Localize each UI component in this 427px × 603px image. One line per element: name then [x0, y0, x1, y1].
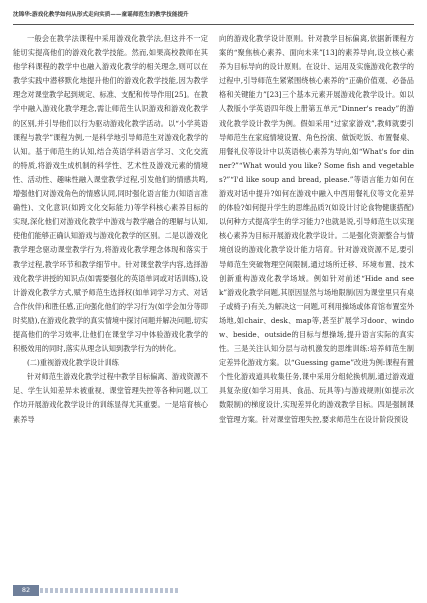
left-column — [13, 32, 208, 427]
right-paragraph-1: 向的游戏化教学设计原则。针对教学目标偏离,依据新课程方案的“聚焦核心素养、面向未来”[13]的素养导向,设立核心素养为目标导向的设计原则。在设计、运用及实施游戏化教学的过程中,引导师范生紧紧围绕核心素养的“正确价值观、必备品格和关键能力”[23]三个基本元素开展游戏化教学设计。如以人教版小学英语四年级上册第五单元“Dinner's ready”的游戏化教学设计教学为例。假如采用“过家家游戏”,教师就要引导师范生在家庭情境设置、角色扮演、做饭吃饭、布置餐桌、用餐礼仪等设计中以英语核心素养为导向,如“What's for dinner?”“What would you like? Some fish and vegetables?”“I'd like soup and bread, please.”等语言能力如何在游戏对话中提升?如何在游戏中融入中西用餐礼仪等文化差异的体验?如何提升学生的思维品质?(如设计讨论食物健康搭配)以何种方式提高学生的学习能力?也就是说,引导师范生以实现核心素养为目标开展游戏化教学设计。二是强化资源整合与情境创设的游戏化教学设计能力培育。针对游戏资源不足,要引导师范生突破物理空间限制,通过场所迁移、环境布置、技术创新重构游戏化教学场域。例如针对前述“Hide and seek”游戏化教学问题,其原因显然与场地限制(因为课堂里只有桌子或椅子)有关,为解决这一问题,可利用操场或体育馆布置室外场地,如chair、desk、map等,甚至扩展学习door、window、beside、outside的目标与想操场,提升语言实际的真实性。三是关注认知分层与动机激发的思维训练:培养师范生制定差异化游戏方案。以“Guessing game”改进为例:课程有置个性化游戏道具收集任务,课中采用分组轮换机制,通过游戏道具复杂度(如学习用具、食品、玩具等)与游戏规则(如提示次数限制)的梯度设计,实现差异化的游戏教学目标。四是强制课堂管理方案。针对课堂管理失控,要求师范生在设计阶段预设 — [219, 34, 414, 424]
footer-decoration — [40, 588, 180, 593]
section-subheading: (二)重视游戏化教学设计训练 — [27, 358, 119, 368]
right-column — [219, 32, 414, 427]
left-paragraph-1: 一般会在教学法课程中采用游戏化教学法,但这并不一定能切实提高他们的游戏化教学技能。然而,如果高校教师在其他学科课程的教学中也融入游戏化教学的相关理念,则可以在教学实践中潜移默化地提升他们的游戏化教学技能,因为教学理念对课堂教学起到规定、标准、支配和传导作用[25]。在教学中融入游戏化教学理念,需让师范生认识游戏和游戏化教学的区别,并引导他们以行为驱动游戏化教学活动。以“小学英语课程与教学”课程为例,一是科学地引导师范生对游戏化教学的认知。基于师范生的认知,结合英语学科语言学习、文化交流的特质,将游戏生成机制的科学性、艺术性及游戏元素的情境性、活动性、趣味性融入课堂教学过程,引发他们的情感共鸣,增强他们对游戏角色的情感认同,同时强化语言能力(知语言准确性)、文化意识(如跨文化交际能力)等学科核心素养目标的实现,深化他们对游戏化教学中游戏与教学融合的理解与认知,使他们能够正确认知游戏与游戏化教学的区别。二是以游戏化教学理念驱动课堂教学行为,将游戏化教学理念体现和落实于教学过程,教学环节和教学细节中。针对课堂教学内容,选择游戏化教学讲授的知识点(如需要强化的英语单词或对话训练),设计游戏化教学方式,赋予师范生选择权(如单词学习方式、对话合作伙伴)和胜任感,正向强化他们的学习行为(如学会加分等即时奖励),在游戏化教学的真实情境中探讨问题并解决问题,切实提高他们的学习效率,让他们在课堂学习中体验游戏化教学的积极效用的同时,落实从理念认知到教学行为的转化。 — [13, 34, 208, 354]
page-number: 82 — [13, 585, 39, 596]
left-paragraph-2: 针对师范生游戏化教学过程中教学目标偏离、游戏资源不足、学生认知差异未被重视、课堂管理失控等各种问题,以工作坊开展游戏化教学设计的训练显得尤其重要。一是培育核心素养导 — [13, 372, 208, 424]
running-header: 沈锦华:游戏化教学如何从形式走向实质——童谣师范生的教学技能提升 — [13, 12, 189, 18]
page-footer — [0, 579, 427, 603]
header-divider — [13, 24, 414, 25]
